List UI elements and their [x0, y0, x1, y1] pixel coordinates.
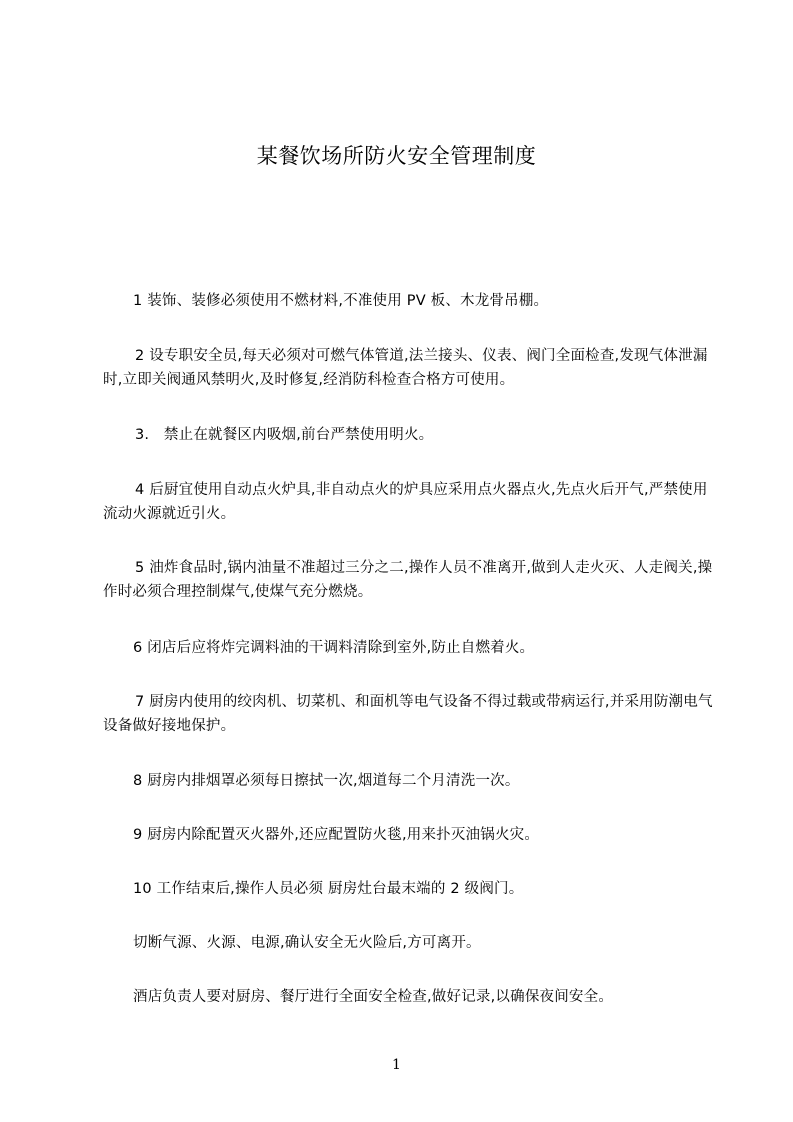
paragraph-10 — [103, 877, 715, 901]
paragraph-12-text: 酒店负责人要对厨房、餐厅进行全面安全检查,做好记录,以确保夜间安全。 — [133, 989, 614, 1005]
document-title: 某餐饮场所防火安全管理制度 — [256, 144, 537, 168]
paragraph-5 — [103, 556, 715, 604]
paragraph-8-text: 8 厨房内排烟罩必须每日擦拭一次,烟道每二个月清洗一次。 — [133, 773, 520, 789]
paragraph-6 — [103, 636, 715, 660]
paragraph-9-text: 9 厨房内除配置灭火器外,还应配置防火毯,用来扑灭油锅火灾。 — [133, 827, 540, 843]
paragraph-2 — [103, 344, 715, 392]
paragraph-4 — [103, 478, 715, 526]
paragraph-8 — [103, 769, 715, 793]
paragraph-9 — [103, 823, 715, 847]
paragraph-12 — [103, 985, 715, 1009]
paragraph-1-text: 1 装饰、装修必须使用不燃材料,不准使用 PV 板、木龙骨吊棚。 — [133, 293, 549, 309]
paragraph-7-text: 7 厨房内使用的绞肉机、切菜机、和面机等电气设备不得过载或带病运行,并采用防潮电气设备做好接地保护。 — [103, 694, 713, 734]
paragraph-1 — [103, 289, 715, 313]
paragraph-3-text: 3. 禁止在就餐区内吸烟,前台严禁使用明火。 — [135, 427, 434, 443]
paragraph-10-text: 10 工作结束后,操作人员必须 厨房灶台最末端的 2 级阀门。 — [133, 881, 524, 897]
paragraph-6-text: 6 闭店后应将炸完调料油的干调料清除到室外,防止自燃着火。 — [133, 640, 535, 656]
paragraph-2-text: 2 设专职安全员,每天必须对可燃气体管道,法兰接头、仪表、阀门全面检查,发现气体泄漏时,立即关阀通风禁明火,及时修复,经消防科检查合格方可使用。 — [103, 348, 708, 388]
paragraph-4-text: 4 后厨宜使用自动点火炉具,非自动点火的炉具应采用点火器点火,先点火后开气,严禁使用流动火源就近引火。 — [103, 482, 708, 522]
page-number: 1 — [392, 1057, 401, 1073]
paragraph-5-text: 5 油炸食品时,锅内油量不准超过三分之二,操作人员不准离开,做到人走火灭、人走阀关,操作时必须合理控制煤气,使煤气充分燃烧。 — [103, 560, 713, 600]
paragraph-11 — [103, 931, 715, 955]
paragraph-7 — [103, 690, 715, 738]
paragraph-3 — [103, 423, 715, 447]
paragraph-11-text: 切断气源、火源、电源,确认安全无火险后,方可离开。 — [133, 935, 481, 951]
